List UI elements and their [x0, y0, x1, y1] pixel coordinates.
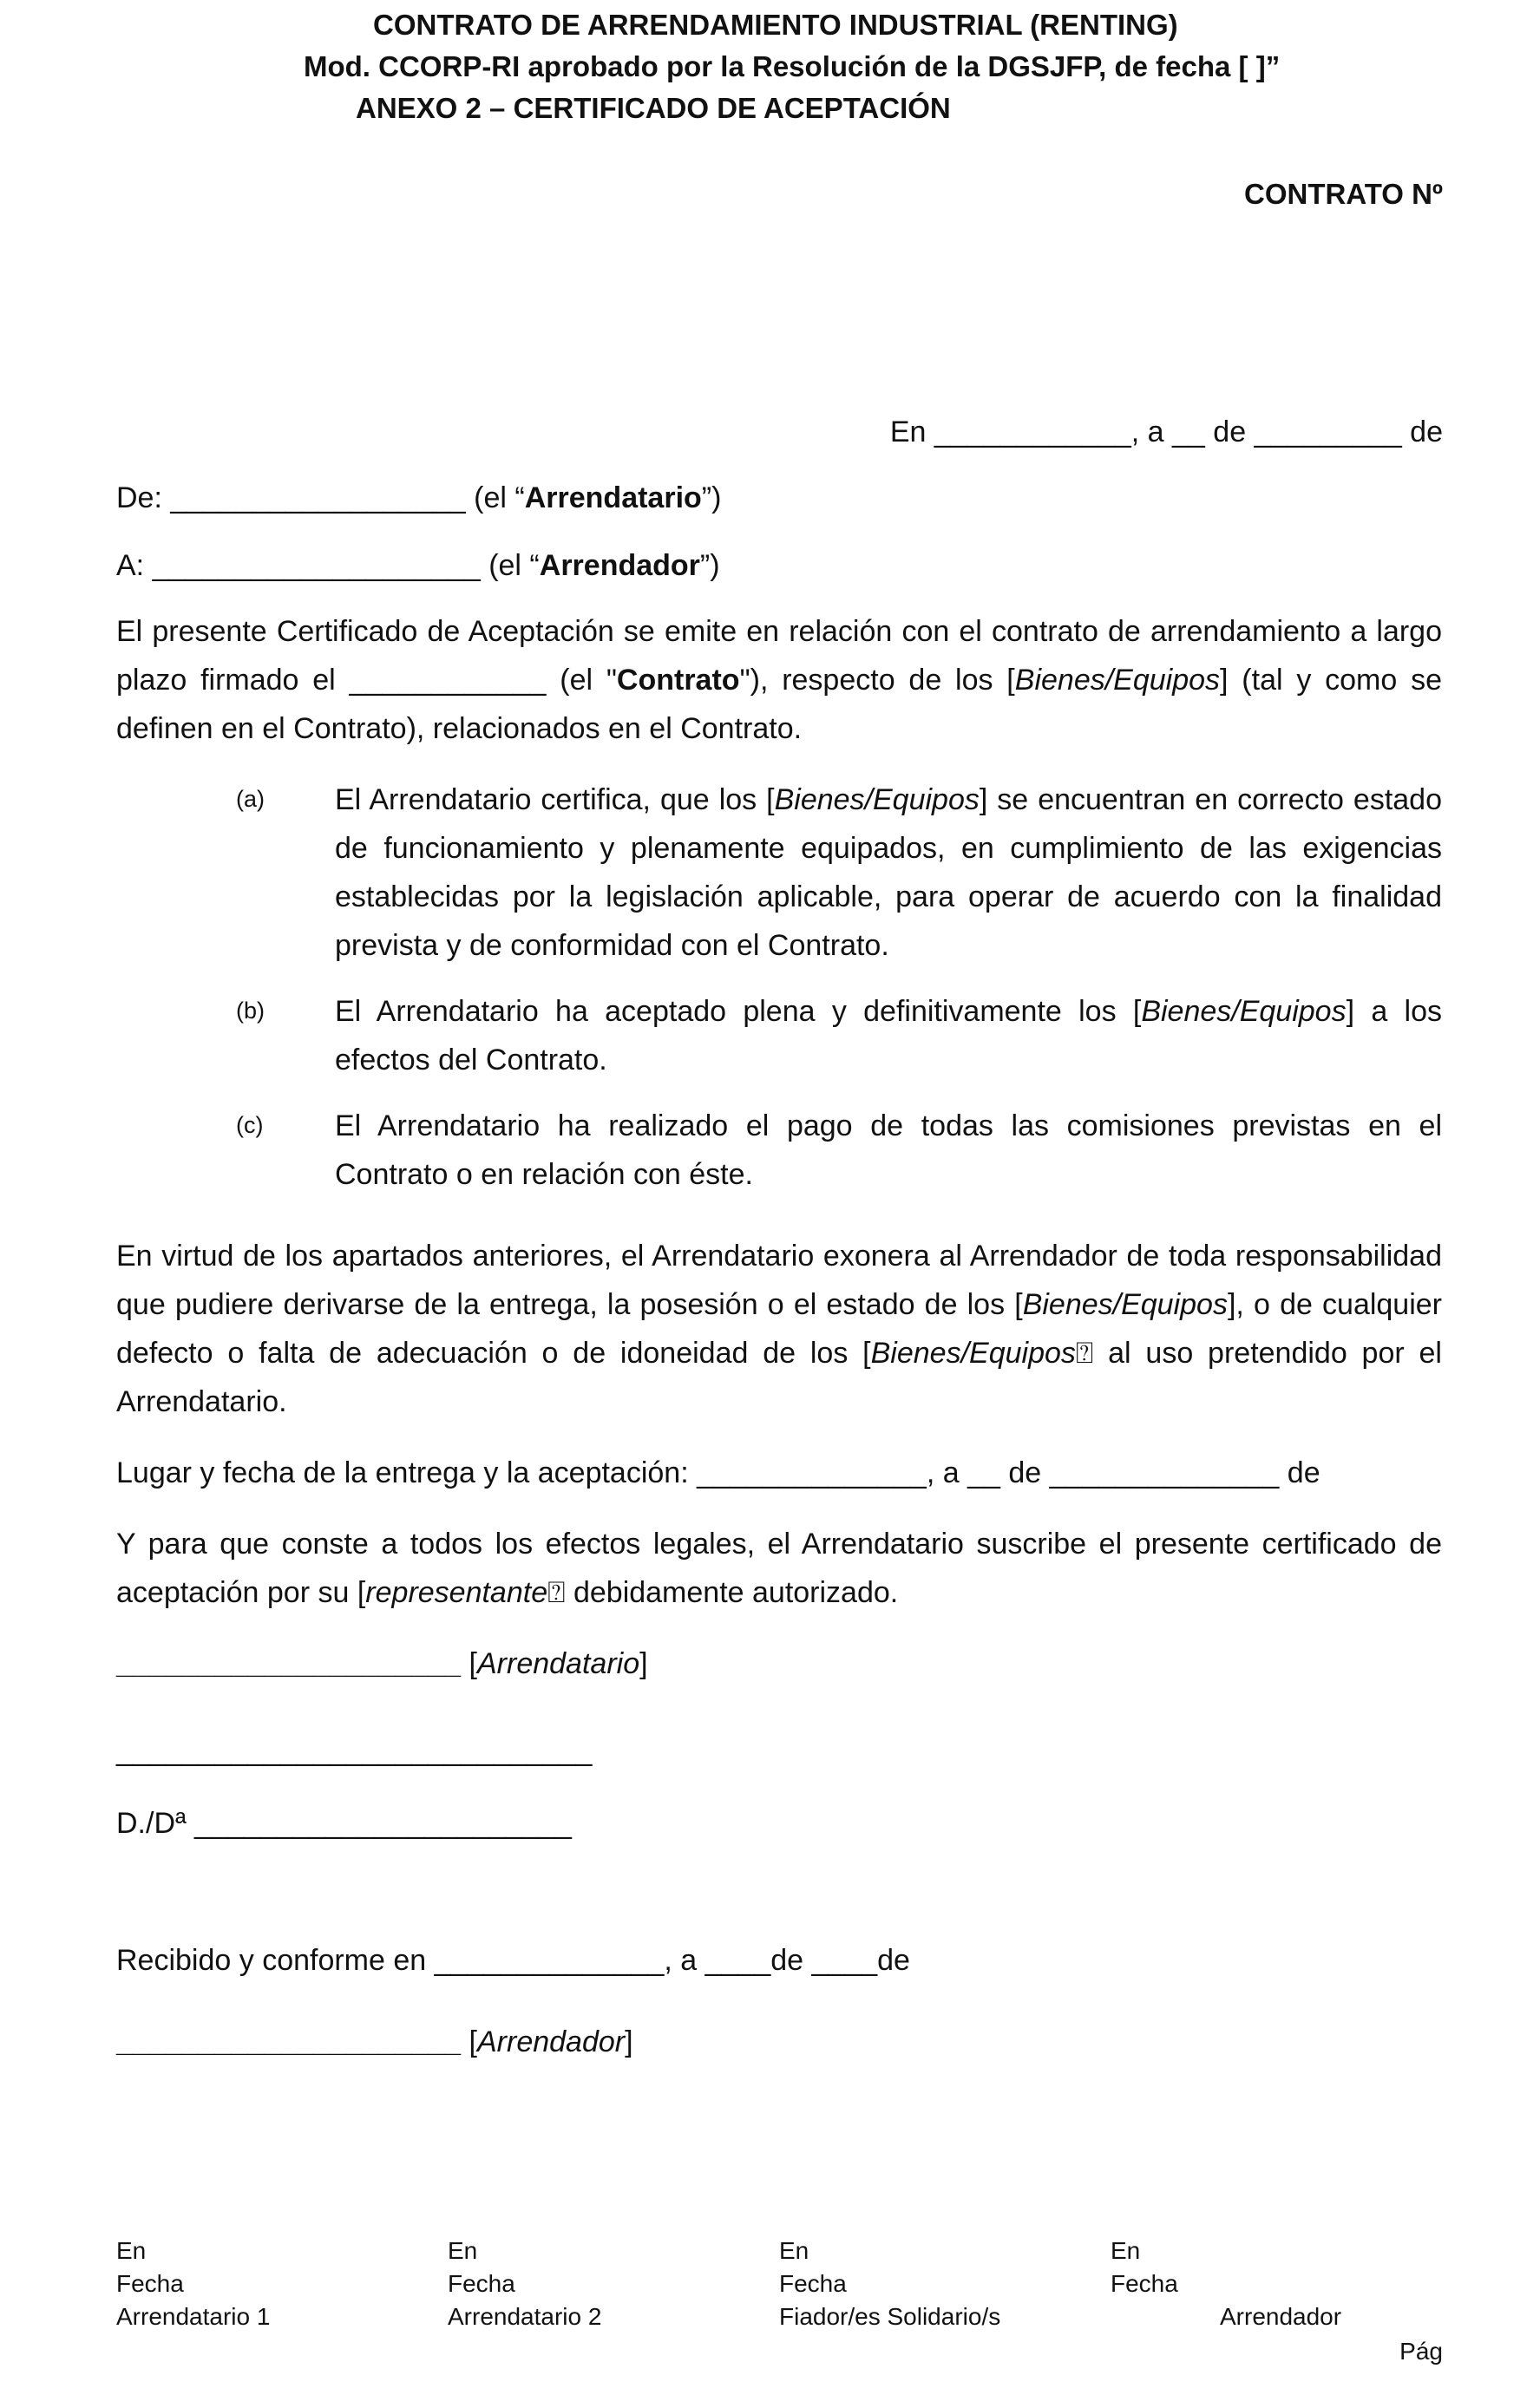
footer-col-tenant-2: [448, 2235, 601, 2333]
release-missing-glyph: ⍰: [1075, 1337, 1094, 1370]
release-goods-2: Bienes/Equipos: [870, 1337, 1076, 1370]
delivery-line: Lugar y fecha de la entrega y la aceptación: ______________, a __ de ______________ de: [116, 1456, 1320, 1489]
header-model-line: Mod. CCORP-RI aprobado por la Resolución de la DGSJFP, de fecha [ ]”: [304, 50, 1281, 82]
to-party-name: Arrendador: [539, 549, 700, 582]
page-number-label: Pág: [1399, 2338, 1443, 2365]
to-suffix: ”): [699, 549, 720, 582]
item-b-after: ] a los efectos del Contrato.: [335, 995, 1442, 1076]
intro-contrato: Contrato: [616, 664, 740, 697]
footer-col-1-fecha: Fecha: [116, 2270, 184, 2297]
tenant-signature-line: [116, 1639, 648, 1688]
footer-col-3-party: Fiador/es Solidario/s: [779, 2303, 1001, 2330]
closing-text-2: debidamente autorizado.: [565, 1576, 899, 1609]
landlord-signature-label: Arrendador: [477, 2025, 626, 2058]
signatory-name-line: D./Dª _______________________: [116, 1807, 572, 1840]
landlord-signature-blank: _____________________: [116, 2025, 462, 2058]
landlord-label-close: ]: [625, 2025, 633, 2058]
tenant-label-close: ]: [639, 1647, 648, 1680]
from-party-name: Arrendatario: [524, 481, 702, 514]
contract-number-label: CONTRATO Nº: [1244, 178, 1443, 210]
header-annex-title: ANEXO 2 – CERTIFICADO DE ACEPTACIÓN: [356, 92, 951, 124]
item-b-marker: (b): [236, 998, 265, 1024]
signature-blank-line: _____________________________: [116, 1734, 593, 1767]
footer-col-tenant-1: [116, 2235, 270, 2333]
from-suffix: ”): [701, 481, 722, 514]
intro-text-2: "), respecto de los [: [739, 664, 1015, 697]
closing-paragraph: [116, 1520, 1442, 1617]
footer-col-4-fecha: Fecha: [1111, 2270, 1178, 2297]
closing-missing-glyph: ⍰: [547, 1576, 566, 1609]
to-prefix: A: ____________________ (el “: [116, 549, 540, 582]
item-a-text: [335, 775, 1442, 970]
item-a-marker: (a): [236, 786, 265, 812]
footer-landlord-label: Arrendador: [1220, 2303, 1342, 2330]
item-a-after: ] se encuentran en correcto estado de funcionamiento y plenamente equipados, en cumplimiento de las exigencias establecidas por la legislación aplicable, para operar de acuerdo con la finalidad prevista y de conformidad con el Contrato.: [335, 783, 1442, 962]
footer-col-1-party: Arrendatario 1: [116, 2303, 271, 2330]
intro-paragraph: [116, 607, 1442, 753]
landlord-signature-line: [116, 2018, 633, 2066]
intro-text-1: El presente Certificado de Aceptación se emite en relación con el contrato de arrendamiento a largo plazo firmado el ____________ (el ": [116, 615, 1442, 697]
release-text-2: ], o de cualquier defecto o falta de adecuación o de idoneidad de los [: [116, 1288, 1443, 1370]
footer-col-1-en: En: [116, 2237, 147, 2264]
item-c-marker: (c): [236, 1112, 264, 1138]
item-a-before: El Arrendatario certifica, que los [: [335, 783, 775, 816]
intro-goods: Bienes/Equipos: [1014, 664, 1221, 697]
footer-col-3-en: En: [779, 2237, 809, 2264]
from-line: [116, 474, 721, 522]
header-title: CONTRATO DE ARRENDAMIENTO INDUSTRIAL (RENTING): [373, 9, 1178, 41]
footer-col-3-fecha: Fecha: [779, 2270, 847, 2297]
tenant-signature-blank: _____________________: [116, 1647, 462, 1680]
closing-representative: representante: [365, 1576, 548, 1609]
footer-col-2-party: Arrendatario 2: [448, 2303, 602, 2330]
item-b-goods: Bienes/Equipos: [1141, 995, 1347, 1028]
tenant-signature-label: Arrendatario: [477, 1647, 640, 1680]
item-a-goods: Bienes/Equipos: [774, 783, 980, 816]
closing-text-1: Y para que conste a todos los efectos legales, el Arrendatario suscribe el presente certificado de aceptación por su [: [116, 1528, 1442, 1609]
release-text-3: al uso pretendido por el Arrendatario.: [116, 1337, 1442, 1418]
footer-col-4-en: En: [1111, 2237, 1141, 2264]
footer-col-2-fecha: Fecha: [448, 2270, 515, 2297]
intro-text-3: ] (tal y como se definen en el Contrato), relacionados en el Contrato.: [116, 664, 1442, 745]
tenant-label-open: [: [461, 1647, 477, 1680]
footer-col-2-en: En: [448, 2237, 478, 2264]
received-line: Recibido y conforme en ______________, a ____de ____de: [116, 1944, 910, 1977]
from-prefix: De: __________________ (el “: [116, 481, 525, 514]
place-date-line: En ____________, a __ de _________ de: [889, 416, 1443, 448]
landlord-label-open: [: [461, 2025, 477, 2058]
footer-col-guarantor: [779, 2235, 1000, 2333]
to-line: [116, 541, 720, 590]
release-paragraph: [116, 1232, 1442, 1426]
item-b-text: [335, 987, 1442, 1084]
release-goods-1: Bienes/Equipos: [1022, 1288, 1228, 1321]
footer-col-landlord: [1111, 2235, 1178, 2300]
item-c-text: El Arrendatario ha realizado el pago de todas las comisiones previstas en el Contrato o en relación con éste.: [335, 1109, 1442, 1191]
release-text-1: En virtud de los apartados anteriores, el Arrendatario exonera al Arrendador de toda responsabilidad que pudiere derivarse de la entrega, la posesión o el estado de los [: [116, 1240, 1442, 1321]
item-b-before: El Arrendatario ha aceptado plena y definitivamente los [: [335, 995, 1142, 1028]
